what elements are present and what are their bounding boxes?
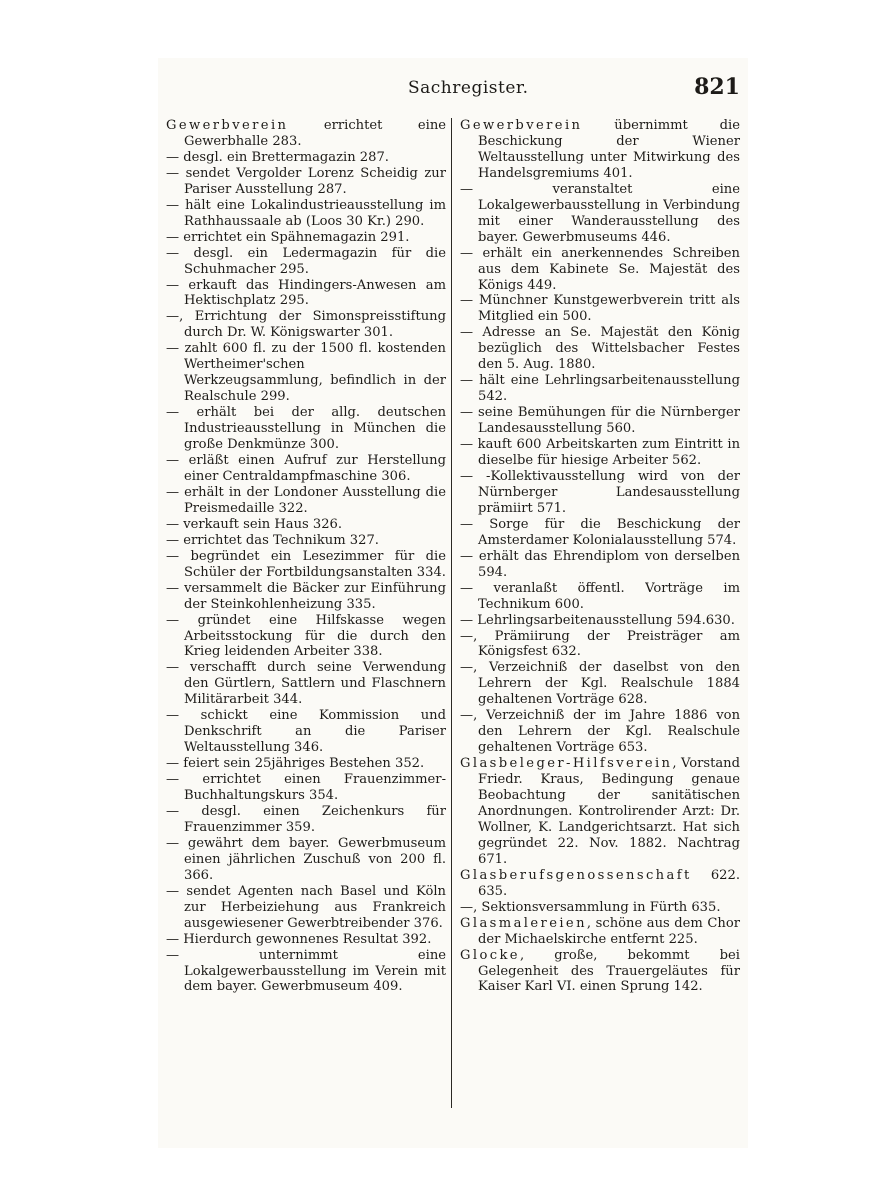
index-entry [460,868,740,900]
index-entry [166,150,446,166]
entry-text: — Hierdurch gewonnenes Resultat 392. [166,931,432,947]
index-entry [460,916,740,948]
entry-text: 622. 635. [478,867,740,899]
entry-text: — errichtet einen Frauenzimmer-Buchhaltungskurs 354. [166,772,446,804]
entry-text: — verschafft durch seine Verwendung den Gürtlern, Sattlern und Flaschnern Militärarbeit 344. [166,660,446,708]
entry-headword: Glasmalereien [460,915,587,931]
entry-text: — erhält das Ehrendiplom von derselben 594. [460,548,740,580]
index-entry [460,182,740,246]
entry-text: — feiert sein 25jähriges Bestehen 352. [166,756,425,772]
index-entry [166,613,446,661]
entry-text: — Sorge für die Beschickung der Amsterdamer Kolonialausstellung 574. [460,516,740,548]
entry-text: — Adresse an Se. Majestät den König bezüglich des Wittelsbacher Festes den 5. Aug. 1880. [460,325,740,373]
entry-text: — -Kollektivausstellung wird von der Nürnberger Landesausstellung prämiirt 571. [460,468,740,516]
entry-text: —, Verzeichniß der im Jahre 1886 von den Lehrern der Kgl. Realschule gehaltenen Vorträge 653. [460,708,740,756]
entry-text: — erhält bei der allg. deutschen Industrieausstellung in München die große Denkmünze 300. [166,405,446,453]
entry-text: — versammelt die Bäcker zur Einführung der Steinkohlenheizung 335. [166,580,446,612]
running-title: Sachregister. [408,78,529,98]
index-entry [460,246,740,294]
index-entry [166,341,446,405]
index-entry [166,453,446,485]
entry-text: — desgl. ein Ledermagazin für die Schuhmacher 295. [166,245,446,277]
index-entry [166,405,446,453]
index-entry [166,309,446,341]
page-number: 821 [694,74,740,100]
right-index-column [460,118,740,995]
index-entry [166,166,446,198]
entry-text: — sendet Agenten nach Basel und Köln zur Herbeiziehung aus Frankreich ausgewiesener Gewerbtreibender 376. [166,883,446,931]
index-entry [166,198,446,230]
entry-text: , große, bekommt bei Gelegenheit des Trauergeläutes für Kaiser Karl VI. einen Sprung 142. [478,947,740,995]
entry-text: — schickt eine Kommission und Denkschrift an die Pariser Weltausstellung 346. [166,708,446,756]
index-entry [166,932,446,948]
entry-text: errichtet eine Gewerbhalle 283. [184,118,446,149]
index-entry [166,948,446,996]
page-header [158,72,748,106]
index-entry [460,629,740,661]
entry-text: , schöne aus dem Chor der Michaelskirche entfernt 225. [478,915,740,947]
index-entry [460,900,740,916]
index-entry [460,613,740,629]
index-entry [460,517,740,549]
index-entry [460,469,740,517]
index-entry [460,293,740,325]
index-entry [166,485,446,517]
entry-headword: Gewerbverein [166,118,289,133]
entry-text: —, Sektionsversammlung in Fürth 635. [460,899,721,915]
index-entry [166,278,446,310]
entry-text: — Münchner Kunstgewerbverein tritt als Mitglied ein 500. [460,293,740,325]
entry-text: — verkauft sein Haus 326. [166,516,343,532]
entry-headword: Gewerbverein [460,118,583,133]
index-entry [166,230,446,246]
entry-text: — desgl. ein Brettermagazin 287. [166,149,389,165]
entry-text: — unternimmt eine Lokalgewerbausstellung im Verein mit dem bayer. Gewerbmuseum 409. [166,947,446,995]
entry-text: — zahlt 600 fl. zu der 1500 fl. kostenden Wertheimer'schen Werkzeugsammlung, befindlich in der Realschule 299. [166,341,446,405]
index-entry [460,756,740,868]
entry-text: — erhält in der Londoner Ausstellung die Preismedaille 322. [166,484,446,516]
index-entry [460,549,740,581]
entry-headword: Glocke [460,947,520,963]
entry-text: — erläßt einen Aufruf zur Herstellung einer Centraldampfmaschine 306. [166,453,446,484]
index-entry [166,581,446,613]
entry-text: — veranstaltet eine Lokalgewerbausstellung in Verbindung mit einer Wanderausstellung des bayer. Gewerbmuseums 446. [460,181,740,245]
entry-text: — gewährt dem bayer. Gewerbmuseum einen jährlichen Zuschuß von 200 fl. 366. [166,835,446,883]
entry-text: —, Prämiirung der Preisträger am Königsfest 632. [460,628,740,660]
index-entry [460,118,740,182]
entry-text: — erkauft das Hindingers-Anwesen am Hektischplatz 295. [166,277,446,309]
index-entry [460,405,740,437]
index-entry [460,437,740,469]
entry-text: — gründet eine Hilfskasse wegen Arbeitsstockung für die durch den Krieg leidenden Arbeiter 338. [166,612,446,660]
entry-text: — sendet Vergolder Lorenz Scheidig zur Pariser Ausstellung 287. [166,165,446,197]
index-entry [166,884,446,932]
index-entry [460,708,740,756]
entry-headword: Glasbeleger-Hilfsverein [460,756,673,772]
entry-text: — errichtet das Technikum 327. [166,532,379,548]
book-page [158,58,748,1148]
index-entry [166,708,446,756]
index-entry [460,581,740,613]
index-entry [166,118,446,150]
index-entry [460,373,740,405]
left-index-column [166,118,446,995]
column-divider [451,118,452,1108]
index-entry [166,772,446,804]
index-entry [166,549,446,581]
entry-headword: Glasberufsgenossenschaft [460,867,692,883]
entry-text: — Lehrlingsarbeitenausstellung 594.630. [460,612,735,628]
entry-text: — erhält ein anerkennendes Schreiben aus dem Kabinete Se. Majestät des Königs 449. [460,245,740,293]
entry-text: —, Errichtung der Simonspreisstiftung durch Dr. W. Königswarter 301. [166,309,446,341]
index-entry [460,948,740,996]
index-entry [166,660,446,708]
index-entry [460,325,740,373]
index-entry [166,517,446,533]
index-entry [166,804,446,836]
entry-text: , Vorstand Friedr. Kraus, Bedingung genaue Beobachtung der sanitätischen Anordnungen. Kontrolirender Arzt: Dr. Wollner, K. Landgerichtsarzt. Hat sich gegründet 22. Nov. 1882. Nachtrag 671. [478,756,740,867]
entry-text: —, Verzeichniß der daselbst von den Lehrern der Kgl. Realschule 1884 gehaltenen Vorträge 628. [460,660,740,708]
index-entry [166,246,446,278]
entry-text: — veranlaßt öffentl. Vorträge im Technikum 600. [460,580,740,612]
entry-text: — kauft 600 Arbeitskarten zum Eintritt in dieselbe für hiesige Arbeiter 562. [460,437,740,469]
entry-text: — hält eine Lehrlingsarbeitenausstellung 542. [460,373,740,405]
index-entry [460,660,740,708]
entry-text: übernimmt die Beschickung der Wiener Weltausstellung unter Mitwirkung des Handelsgremiums 401. [478,118,740,181]
entry-text: — hält eine Lokalindustrieausstellung im Rathhaussaale ab (Loos 30 Kr.) 290. [166,197,446,229]
index-entry [166,836,446,884]
index-entry [166,533,446,549]
entry-text: — errichtet ein Spähnemagazin 291. [166,229,410,245]
entry-text: — seine Bemühungen für die Nürnberger Landesausstellung 560. [460,405,740,437]
entry-text: — desgl. einen Zeichenkurs für Frauenzimmer 359. [166,803,446,835]
index-entry [166,756,446,772]
entry-text: — begründet ein Lesezimmer für die Schüler der Fortbildungsanstalten 334. [166,548,446,580]
